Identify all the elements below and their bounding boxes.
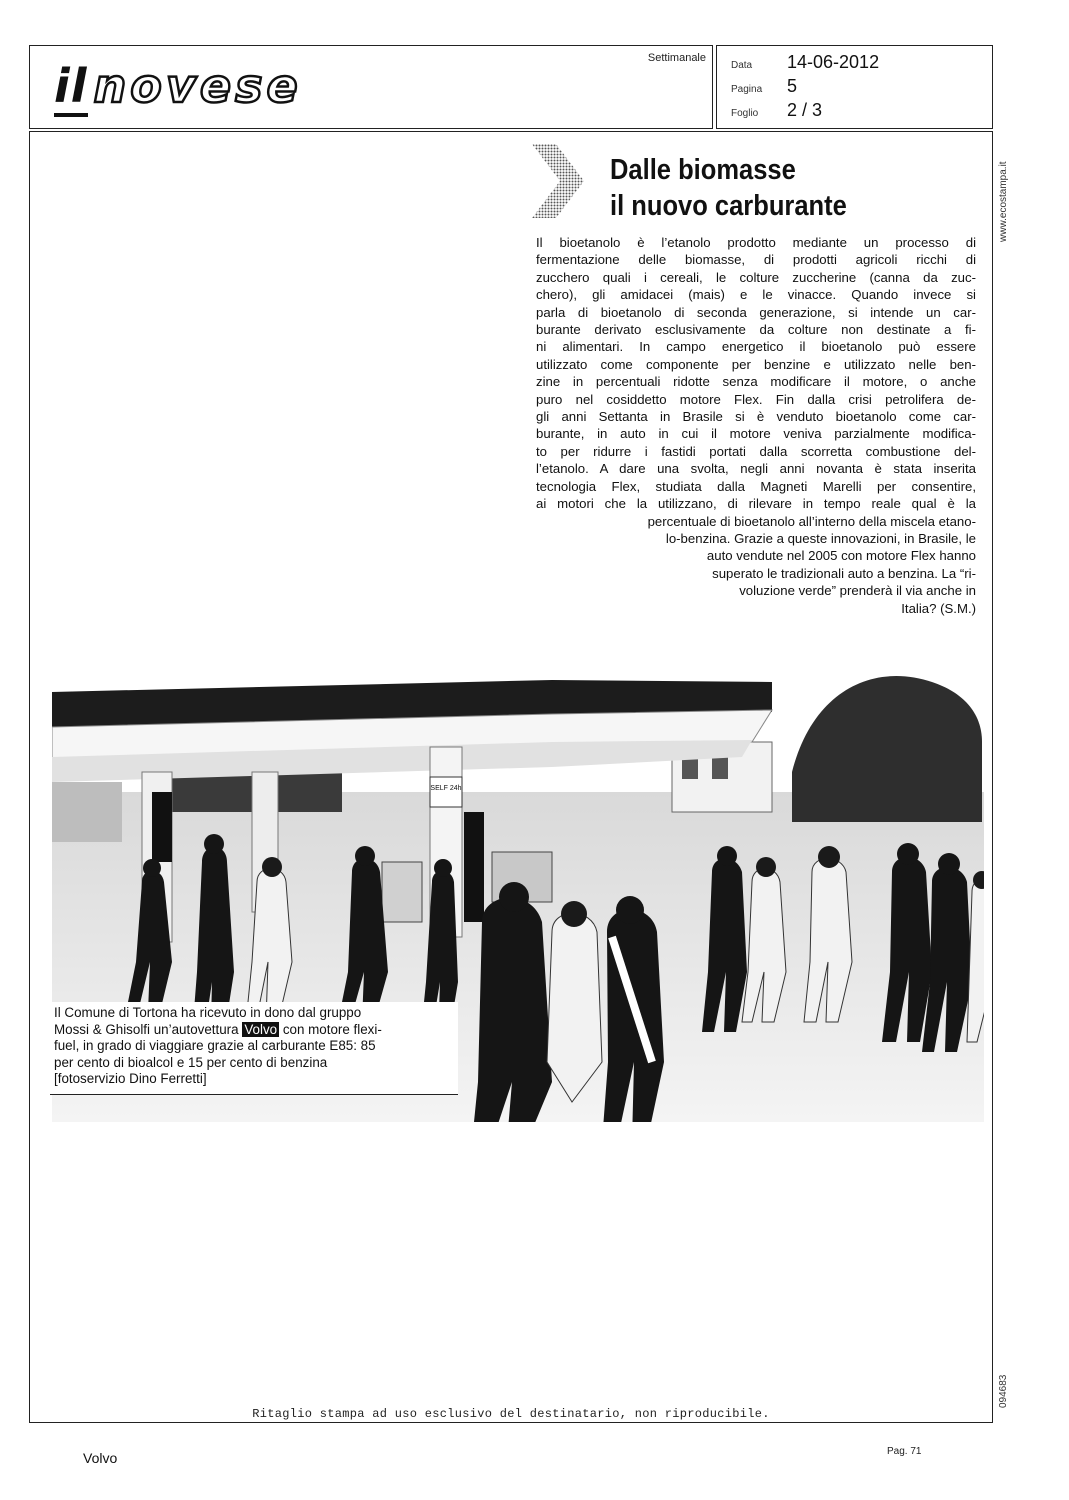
caption-line: fuel, in grado di viaggiare grazie al carburante E85: 85 <box>54 1038 376 1054</box>
article-body <box>536 234 976 617</box>
logo-part-novese: novese <box>93 59 302 113</box>
headline-line-2: il nuovo carburante <box>610 190 847 222</box>
sheet-label: Foglio <box>731 108 759 119</box>
article-line: burante derivato esclusivamente da colture non destinate a fi- <box>536 322 976 338</box>
clipping-metadata <box>716 45 993 129</box>
page-row <box>731 76 797 98</box>
caption-credit: [fotoservizio Dino Ferretti] <box>54 1071 207 1087</box>
clipping-frame <box>29 131 993 1423</box>
page-number: Pag. 71 <box>887 1446 922 1457</box>
article-line: Italia? (S.M.) <box>901 600 976 616</box>
article-line: burante, in auto in cui il motore veniva parzialmente modifica- <box>536 426 976 442</box>
caption-text: con motore flexi- <box>282 1021 382 1037</box>
newspaper-logo <box>54 60 302 112</box>
masthead <box>29 45 713 129</box>
article-line: zine in percentuali ridotte senza modificare il motore, o anche <box>536 374 976 390</box>
article-line: to per ridurre i fastidi portati dalla scorretta combustione del- <box>536 443 976 459</box>
logo-part-il: il <box>54 59 88 117</box>
article-line: superato le tradizionali auto a benzina. La “ri- <box>712 565 976 581</box>
article-line: chero), gli amidacei (mais) e le vinacce. Quando invece si <box>536 287 976 303</box>
clipping-code: 094683 <box>998 1374 1009 1408</box>
page-value: 5 <box>787 76 798 96</box>
caption-line <box>54 1022 454 1039</box>
headline-line-1: Dalle biomasse <box>610 154 796 186</box>
reproduction-notice: Ritaglio stampa ad uso esclusivo del destinatario, non riproducibile. <box>252 1407 770 1421</box>
article-line: ni alimentari. In campo energetico il bioetanolo può essere <box>536 339 976 355</box>
article-line: ai motori che la utilizzano, di rilevare in tempo reale qual è la <box>536 496 976 512</box>
page-label: Pagina <box>731 84 763 95</box>
article-line: utilizzato come componente per benzine e utilizzato nelle ben- <box>536 356 976 372</box>
article-line: l’etanolo. A dare una svolta, negli anni novanta è stata inserita <box>536 461 976 477</box>
sheet-row <box>731 100 822 122</box>
brand-highlight: Volvo <box>244 1021 278 1037</box>
chevron-icon <box>532 144 584 218</box>
client-name: Volvo <box>83 1450 118 1466</box>
article-line: puro nel cosiddetto motore Flex. Fin dalla crisi petrolifera de- <box>536 391 976 407</box>
date-label: Data <box>731 60 753 71</box>
date-value: 14-06-2012 <box>787 52 880 72</box>
article-line: voluzione verde” prenderà il via anche in <box>739 583 976 599</box>
article-line: lo-benzina. Grazie a queste innovazioni, in Brasile, le <box>665 530 976 546</box>
article-line: fermentazione delle biomasse, di prodotti agricoli ricchi di <box>536 252 976 268</box>
article-line: percentuale di bioetanolo all’interno della miscela etano- <box>647 513 976 529</box>
caption-text: Mossi & Ghisolfi un’autovettura <box>54 1021 239 1037</box>
article-headline <box>610 152 944 224</box>
article-line: zucchero quali i cereali, le colture zuccherine (canna da zuc- <box>536 269 976 285</box>
photo-caption <box>50 1002 458 1095</box>
article-line: auto vendute nel 2005 con motore Flex hanno <box>706 548 976 564</box>
publication-frequency: Settimanale <box>647 52 706 64</box>
date-row <box>731 52 879 74</box>
article-line: Il bioetanolo è l’etanolo prodotto mediante un processo di <box>536 235 976 250</box>
self-service-sign: SELF 24h <box>430 785 462 792</box>
caption-line: per cento di bioalcol e 15 per cento di benzina <box>54 1054 328 1070</box>
article-line: parla di bioetanolo di seconda generazione, si intende un car- <box>536 304 976 320</box>
article-line: gli anni Settanta in Brasile si è venduto bioetanolo come car- <box>536 409 976 425</box>
sheet-value: 2 / 3 <box>787 100 823 120</box>
footer-divider <box>29 1422 993 1423</box>
article-line: tecnologia Flex, studiata dalla Magneti Marelli per consentire, <box>536 478 976 494</box>
source-url: www.ecostampa.it <box>998 161 1009 242</box>
caption-line: Il Comune di Tortona ha ricevuto in dono dal gruppo <box>54 1005 362 1020</box>
